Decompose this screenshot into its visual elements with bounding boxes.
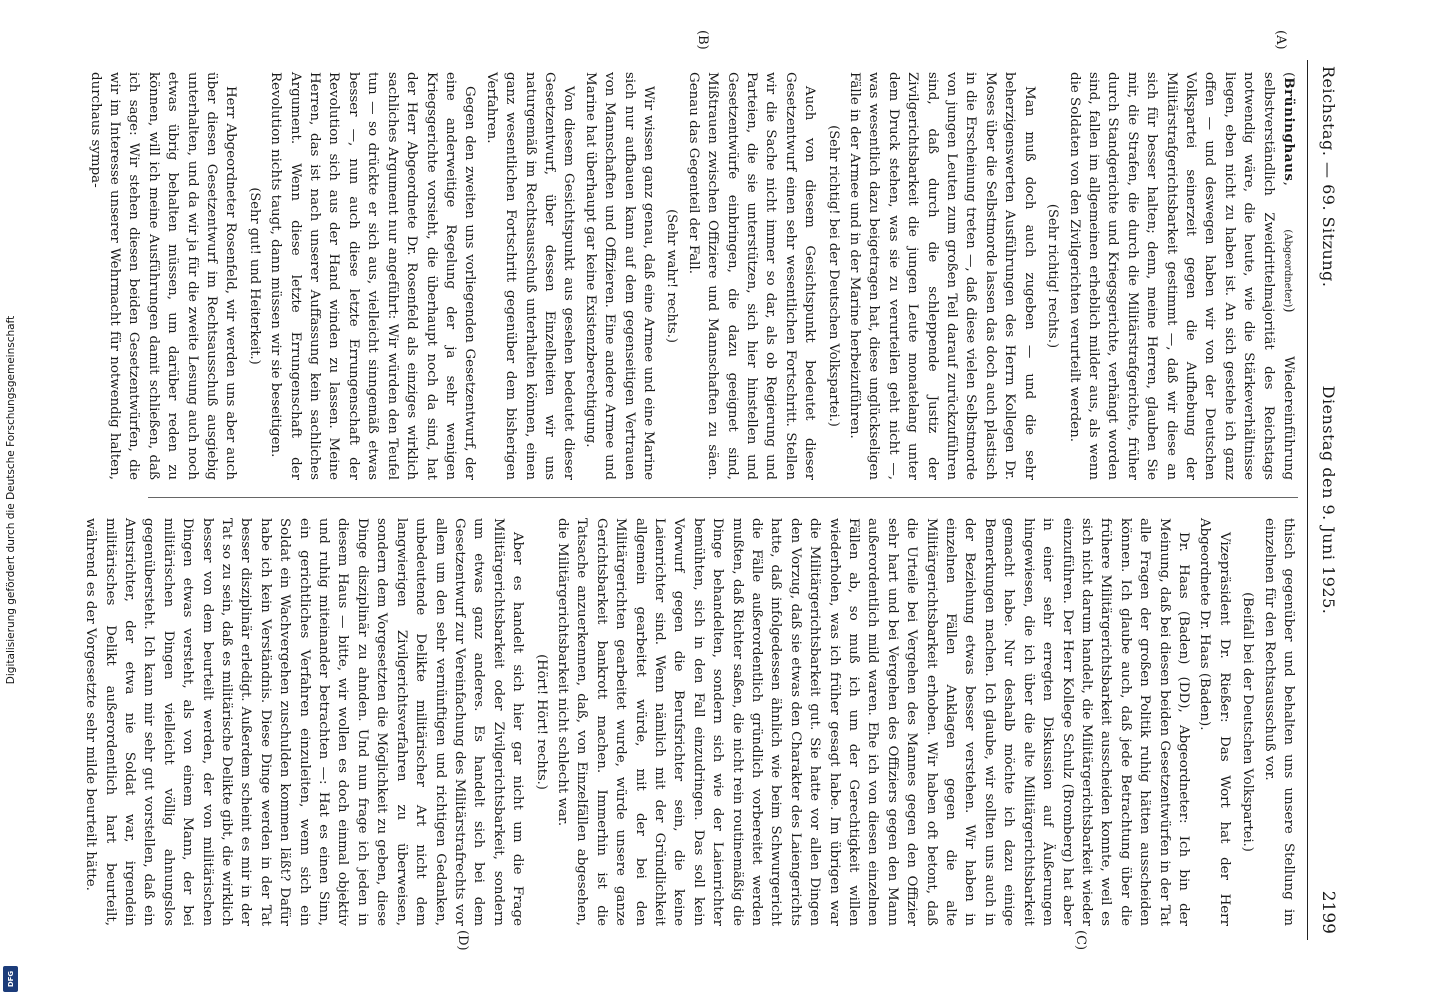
page-number: 2199 <box>1318 890 1338 934</box>
paragraph: Herr Abgeordneter Rosenfeld, wir werden uns aber auch über diesen Gesetzentwurf im Rechtsausschuß ausgiebig unterhalten, und da wir ja für die zweite Lesung auch noch etwas übrig behalten müssen, um darüber reden zu können, will ich meine Ausführungen damit schließen, daß ich sage: Wir stehen diesen beiden Gesetzentwürfen, die wir im Interesse unserer Wehrmacht für notwendig halten, durchaus sympa- <box>87 72 239 480</box>
rotated-page-content <box>83 30 1350 951</box>
paragraph: Von diesem Gesichtspunkt aus gesehen bedeutet dieser Gesetzentwurf, über dessen Einzelheiten wir uns naturgemäß im Rechtsausschuß unterhalten können, einen ganz wesentlichen Fortschritt gegenüber dem bisherigen Verfahren. <box>483 72 577 480</box>
margin-mark-a: (A) <box>1273 30 1288 50</box>
header-date: Dienstag den 9. Juni 1925. <box>1319 385 1338 615</box>
interjection: (Sehr wahr! rechts.) <box>664 209 680 343</box>
interjection: (Sehr richtig! bei der Deutschen Volkspartei.) <box>825 125 841 427</box>
interjection: (Hört! Hört! rechts.) <box>533 654 549 790</box>
column-divider <box>148 497 1298 498</box>
page-header <box>1307 60 1350 940</box>
interjection: (Sehr gut! und Heiterkeit.) <box>246 187 262 365</box>
header-session: Reichstag. — 69. Sitzung. <box>1319 66 1338 288</box>
margin-mark-c: (C) <box>1073 930 1088 951</box>
paragraph: Wir wissen ganz genau, daß eine Armee und eine Marine sich nur aufbauen kann auf dem gegenseitigen Vertrauen von Mannschaften und Offizieren. Eine andere Armee und Marine hat überhaupt gar keine Existenzberechtigung. <box>582 72 656 480</box>
paragraph: Auch von diesem Gesichtspunkt bedeutet dieser Gesetzentwurf einen sehr wesentlichen Fortschritt. Stellen wir die Sache nicht immer so dar, als ob Regierung und Parteien, die sie unterstützen, sich hier hinstellen und Gesetzentwürfe einbringen, die dazu geeignet sind, Mißtrauen zwischen Offiziere und Mannschaften zu säen. Genau das Gegenteil der Fall. <box>685 72 818 480</box>
paragraph: Dr. Haas (Baden) (DD), Abgeordneter: Ich bin der Meinung, daß bei diesen beiden Gesetzentwürfen in der Tat alle Fragen der großen Politik ruhig hätten ausscheiden können. Ich glaube auch, daß jede Betrachtung über die frühere Militärgerichtsbarkeit ausscheiden konnte, weil es sich nicht darum handelt, die Militärgerichtsbarkeit wieder einzuführen. Der Herr Kollege Schulz (Bromberg) hat aber in einer sehr erregten Diskussion auf Äußerungen hingewiesen, die ich über die alte Militärgerichtsbarkeit gemacht habe. Nur deshalb möchte ich dazu einige Bemerkungen machen. Ich glaube, wir sollten uns auch in der Beziehung etwas besser verstehen. Wir haben in einzelnen Fällen Anklagen gegen die alte Militärgerichtsbarkeit erhoben. Wir haben oft betont, daß die Urteile bei Vergehen des Mannes gegen den Offizier sehr hart und bei Vergehen des Offiziers gegen den Mann außerordentlich mild waren. Ehe ich von diesen einzelnen Fällen ab, so muß ich um der Gerechtigkeit willen wiederholen, was ich früher gesagt habe. Im übrigen war die Militärgerichtsbarkeit gut. Sie hatte vor allen Dingen den Vorzug, daß sie etwas den Charakter des Laiengerichts hatte, daß infolgedessen ähnlich wie beim Schwurgericht die Fälle außerordentlich gründlich vorbereitet werden mußten, daß Richter saßen, die nicht rein routinemäßig die Dinge behandelten, sondern sich wie der Laienrichter bemühten, sich in den Fall einzudringen. Das soll kein Vorwurf gegen die Berufsrichter sein, die keine Laienrichter sind. Wenn nämlich mit der Gründlichkeit allgemein gearbeitet würde, mit der bei den Militärgerichten gearbeitet wurde, würde unsere ganze Gerichtsbarkeit bankrott machen. Immerhin ist die Tatsache anzuerkennen, daß, von Einzelfällen abgesehen, die Militärgerichtsbarkeit nicht schlecht war. <box>554 518 1191 926</box>
paragraph: Man muß doch auch zugeben — und die sehr beherzigenswerten Ausführungen des Herrn Kollegen Dr. Moses über die Selbstmorde lassen das doch auch plastisch in die Erscheinung treten —, daß diese vielen Selbstmorde von jungen Leuten zum großen Teil darauf zurückzuführen sind, daß durch die schleppende Justiz der Zivilgerichtsbarkeit die jungen Leute monatelang unter dem Druck stehen, was sie zu verurteilen geht nicht —, was wesentlich dazu beigetragen hat, diese unglückseligen Fälle in der Armee und in der Marine herbeizuführen. <box>847 72 1037 480</box>
left-text-column <box>83 72 1298 480</box>
digitization-credit: Digitalisierung gefördert durch die Deutsche Forschungsgemeinschaft <box>5 315 17 685</box>
scanned-page <box>83 30 1350 951</box>
dfg-logo-text: DFG <box>6 970 15 988</box>
paragraph: Aber es handelt sich hier gar nicht um die Frage Militärgerichtsbarkeit oder Zivilgerichtsbarkeit, sondern um etwas ganz anderes. Es handelt sich bei dem Gesetzentwurf zur Vereinfachung des Militärstrafrechts vor allem um den sehr vernünftigen und richtigen Gedanken, unbedeutende Delikte militärischer Art nicht dem langwierigen Zivilgerichtsverfahren zu überweisen, sondern dem Vorgesetzten die Möglichkeit zu geben, diese Dinge disziplinär zu ahnden. Und nun frage ich jeden in diesem Haus — bitte, wir wollen es doch einmal objektiv und ruhig miteinander betrachten —: Hat es einen Sinn, ein gerichtliches Verfahren einzuleiten, wenn sich ein Soldat ein Wachvergehen zuschulden kommen läßt? Dafür habe ich kein Verständnis. Diese Dinge werden in der Tat besser disziplinär erledigt. Außerdem scheint es mir in der Tat so zu sein, daß es militärische Delikte gibt, die wirklich besser von dem beurteilt werden, der von militärischen Dingen etwas versteht, als von einem Mann, der bei militärischen Dingen vielleicht völlig ahnungslos gegenübersteht. Ich kann mir sehr gut vorstellen, daß ein Amtsrichter, der etwa nie Soldat war, irgendein militärisches Delikt außerordentlich hart beurteilt, während es der Vorgesetzte sehr milde beurteilt hätte. <box>83 518 526 926</box>
interjection: (Sehr richtig! rechts.) <box>1045 203 1061 349</box>
speaker-name: Brüninghaus <box>1281 77 1297 182</box>
margin-mark-d: (D) <box>455 930 470 951</box>
paragraph: thisch gegenüber und behalten uns unsere Stellung im einzelnen für den Rechtsausschuß vor. <box>1261 518 1296 926</box>
dfg-logo-badge <box>3 966 18 992</box>
paragraph: (Brüninghaus, (Abgeordneter)) Wiedereinführung selbstverständlich Zweidrittelmajorität des Reichstags notwendig wäre, die heute, wie die Stärkeverhältnisse liegen, eben nicht zu haben ist. An sich gestehe ich ganz offen — und deswegen haben wir von der Deutschen Volkspartei seinerzeit gegen die Aufhebung der Militärstrafgerichtsbarkeit gestimmt —, daß wir diese an sich für besser halten; denn, meine Herren, glauben Sie mir, die Strafen, die durch die Militärstrafgerichte, früher durch Standgerichte und Kriegsgerichte, verhängt worden sind, fallen im allgemeinen erheblich milder aus, als wenn die Soldaten von den Zivilgerichten verurteilt werden. <box>1066 72 1297 481</box>
paragraph: Vizepräsident Dr. Rießer: Das Wort hat der Herr Abgeordnete Dr. Haas (Baden). <box>1197 518 1232 926</box>
right-text-column <box>79 518 1298 926</box>
interjection: (Beifall bei der Deutschen Volkspartei.) <box>1240 592 1256 852</box>
paragraph: Gegen den zweiten uns vorliegenden Gesetzentwurf, der eine anderweitige Regelung der ja sehr wenigen Kriegsgerichte vorsieht, die überhaupt noch da sind, hat der Herr Abgeordnete Dr. Rosenfeld als einziges wirklich sachliches Argument nur angeführt: Wir würden den Teufel tun — so drückte er sich aus, vielleicht sinngemäß etwas besser —, nun auch diese letzte Errungenschaft der Revolution sich aus der Hand winden zu lassen. Meine Herren, das ist nach unserer Auffassung kein sachliches Argument. Wenn diese letzte Errungenschaft der Revolution nichts taugt, dann müssen wir sie beseitigen. <box>268 72 478 480</box>
paragraph-text: Wiedereinführung selbstverständlich Zweidrittelmajorität des Reichstags notwendig wäre, die heute, wie die Stärkeverhältnisse liegen, eben nicht zu haben ist. An sich gestehe ich ganz offen — und deswegen haben wir von der Deutschen Volkspartei seinerzeit gegen die Aufhebung der Militärstrafgerichtsbarkeit gestimmt —, daß wir diese an sich für besser halten; denn, meine Herren, glauben Sie mir, die Strafen, die durch die Militärstrafgerichte, früher durch Standgerichte und Kriegsgerichte, verhängt worden sind, fallen im allgemeinen erheblich milder aus, als wenn die Soldaten von den Zivilgerichten verurteilt werden. <box>1066 72 1296 481</box>
margin-mark-b: (B) <box>695 30 710 50</box>
speaker-role: (Abgeordneter) <box>1282 229 1293 308</box>
digitization-credit-strip <box>0 0 22 1000</box>
